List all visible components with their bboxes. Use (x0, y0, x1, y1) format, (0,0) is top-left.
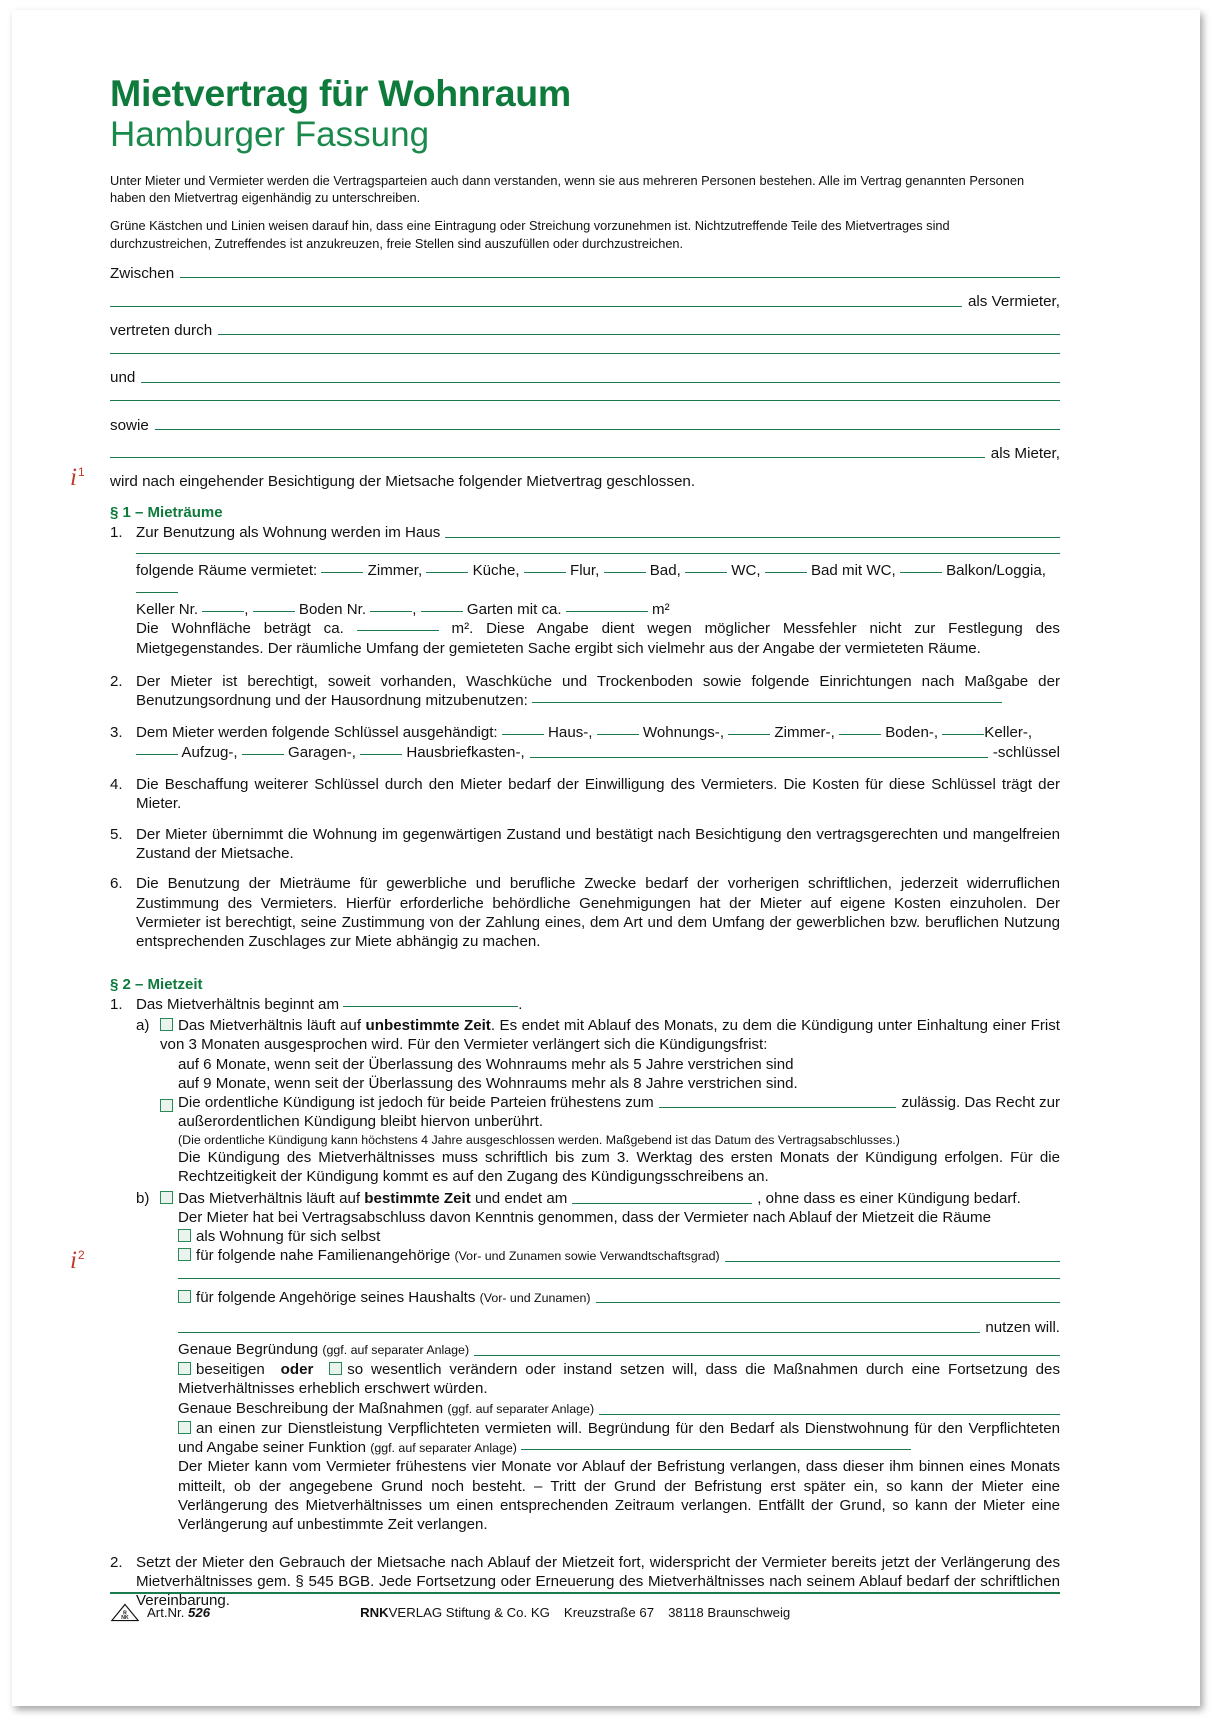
comma-1: , (244, 600, 249, 618)
input-keller-nr[interactable] (202, 611, 244, 612)
publisher-city: 38118 Braunschweig (668, 1605, 791, 1620)
input-bad[interactable] (604, 572, 646, 573)
haus-line (136, 523, 1060, 542)
label-familienangehoerige: für folgende nahe Familienangehörige (196, 1247, 451, 1265)
beseitigen-line (160, 1360, 1060, 1399)
svg-text:NK: NK (121, 1615, 129, 1622)
rooms-line-2 (136, 600, 1060, 619)
option-a-pre: Das Mietverhältnis läuft auf (178, 1016, 366, 1034)
item-marker: 6. (110, 875, 123, 893)
party-row-vertreten-durch (110, 323, 1060, 338)
input-ordentlich-datum[interactable] (659, 1106, 897, 1108)
label-aufzug-key: Aufzug-, (181, 743, 238, 761)
section-1-item-1 (110, 523, 1060, 658)
label-bad: Bad, (649, 562, 681, 580)
party-row-sowie (110, 418, 1060, 433)
input-line-und-1[interactable] (141, 381, 1060, 383)
label-beseitigen: beseitigen (196, 1360, 265, 1378)
item-2-text: Der Mieter ist berechtigt, soweit vorhanden, Waschküche und Trockenboden sowie folgende Einrichtungen nach Maßgabe der Benutzungsordnung und der Hausordnung mitzubenutzen: (136, 672, 1060, 710)
checkbox-veraendern[interactable] (329, 1362, 342, 1375)
rnk-logo-icon (110, 1603, 140, 1622)
input-bad-mit-wc[interactable] (765, 572, 807, 573)
comma-2: , (412, 600, 417, 618)
publisher-brand: RNK (360, 1605, 389, 1620)
article-value: 526 (188, 1605, 211, 1620)
input-zimmer-schluessel[interactable] (728, 734, 770, 735)
paper-sheet (12, 10, 1200, 1706)
footer-divider (110, 1592, 1060, 1594)
label-boden-nr: Boden Nr. (298, 600, 367, 618)
checkbox-bestimmte-zeit[interactable] (160, 1191, 173, 1204)
keys-line-2 (136, 743, 1060, 762)
label-angehoerige-haushalt: für folgende Angehörige seines Haushalts (196, 1288, 476, 1306)
option-b-line-2: Der Mieter hat bei Vertragsabschluss davon Kenntnis genommen, dass der Vermieter nach Ablauf der Mietzeit die Räume (178, 1208, 991, 1226)
item-5-text: Der Mieter übernimmt die Wohnung im gegenwärtigen Zustand und bestätigt nach Besichtigung den vertragsgerechten und mangelfreien Zustand der Mietsache. (136, 825, 1060, 863)
label-wohnungs-key: Wohnungs-, (642, 724, 725, 742)
section-2-item-2-text: Setzt der Mieter den Gebrauch der Mietsache nach Ablauf der Mietzeit fort, widerspricht der Vermieter bereits jetzt der Verlängerung des Mietverhältnisses gem. § 545 BGB. Jede Fortsetzung oder Erneuerung des Mietverhältnisses nach seinem Ablauf bedarf der schriftlichen Vereinbarung. (136, 1553, 1060, 1610)
input-haus-schluessel[interactable] (502, 734, 544, 735)
section-2-item-1 (110, 995, 1060, 1537)
input-einrichtungen[interactable] (532, 702, 1002, 703)
item-marker: 5. (110, 825, 123, 843)
input-line-vermieter-1[interactable] (180, 276, 1060, 278)
input-boden-nr[interactable] (370, 611, 412, 612)
section-2-heading: § 2 – Mietzeit (110, 975, 203, 993)
input-angehoerige-haushalt-2[interactable] (178, 1331, 980, 1333)
section-1-heading: § 1 – Mieträume (110, 503, 223, 521)
input-garagen-schluessel[interactable] (242, 754, 284, 755)
party-row-vertreten-durch-2 (110, 352, 1060, 357)
checkbox-angehoerige-haushalt[interactable] (178, 1290, 191, 1303)
option-a-paren-note: (Die ordentliche Kündigung kann höchstens 4 Jahre ausgeschlossen werden. Maßgebend ist das Datum des Vertragsabschlusses.) (178, 1132, 900, 1147)
item-marker: 3. (110, 724, 123, 742)
input-familienangehoerige-2[interactable] (178, 1278, 1060, 1279)
input-genaue-begruendung[interactable] (474, 1354, 1060, 1356)
label-haus-key: Haus-, (548, 724, 593, 742)
item-marker: 4. (110, 776, 123, 794)
option-b-opt-3 (160, 1288, 1060, 1307)
option-marker-a: a) (136, 1016, 150, 1034)
input-garten-count[interactable] (421, 611, 463, 612)
option-a-sub-1: auf 6 Monate, wenn seit der Überlassung des Wohnraums mehr als 5 Jahre verstrichen sind (178, 1055, 794, 1073)
input-mietbeginn[interactable] (343, 1006, 518, 1007)
checkbox-unbestimmte-zeit[interactable] (160, 1018, 173, 1031)
label-zur-benutzung: Zur Benutzung als Wohnung werden im Haus (136, 523, 441, 541)
input-boden-schluessel[interactable] (839, 734, 881, 735)
option-a-line-1 (160, 1016, 1060, 1055)
label-keller-key: Keller-, (984, 724, 1033, 742)
label-und: und (110, 369, 136, 387)
checkbox-wohnung-fuer-sich-selbst[interactable] (178, 1229, 191, 1242)
label-vertreten-durch: vertreten durch (110, 322, 213, 340)
label-kueche: Küche, (472, 562, 520, 580)
begruendung-line (160, 1340, 1060, 1359)
input-wohnflaeche[interactable] (357, 630, 439, 631)
margin-info-mark-2[interactable] (70, 1248, 85, 1273)
input-genaue-beschreibung[interactable] (599, 1413, 1060, 1415)
label-garten: Garten mit ca. (466, 600, 562, 618)
section-1-item-4 (110, 775, 1060, 814)
item-6-text: Die Benutzung der Mieträume für gewerbliche und berufliche Zwecke bedarf der vorherigen schriftlichen, jederzeit widerruflichen Zustimmung des Vermieters. Hierfür erforderliche behördliche Genehmigungen hat der Mieter auf eigene Kosten einzuholen. Der Vermieter ist berechtigt, seine Zustimmung von der Zahlung eines, dem Art und dem Umfang der gewerblichen bzw. beruflichen Nutzung entsprechenden Zuschlages zur Miete abhängig zu machen. (136, 875, 1060, 951)
section-2-option-a (136, 1016, 1060, 1187)
input-balkon[interactable] (900, 572, 942, 573)
option-b-mid: und endet am (470, 1189, 568, 1207)
input-familienangehoerige[interactable] (725, 1260, 1060, 1262)
input-line-haus-2[interactable] (136, 553, 1060, 554)
wohnflaeche-rest: . Diese Angabe dient wegen möglicher Messfehler nicht zur Festlegung des Mietgegenstandes. Der räumliche Umfang der gemieteten Sache ergibt sich vielmehr aus der Angabe der vermieteten Räume. (136, 620, 1060, 657)
input-zimmer[interactable] (321, 572, 363, 573)
label-zwischen: Zwischen (110, 264, 175, 282)
item-marker: 2. (110, 1553, 123, 1571)
vier-monate-text: Der Mieter kann vom Vermieter frühestens vier Monate vor Ablauf der Befristung verlangen, dass dieser ihm binnen eines Monats mitteilt, ob der angegebene Grund noch besteht. – Tritt der Grund der Befristung erst später ein, so kann der Mieter eine Verlängerung des Mietverhältnisses um einen entsprechenden Zeitraum verlangen. Entfällt der Grund, so kann der Mieter eine Verlängerung auf unbestimmte Zeit verlangen. (178, 1458, 1060, 1534)
rooms-line-1 (136, 561, 1060, 600)
label-sowie: sowie (110, 416, 149, 434)
label-oder: oder (280, 1360, 314, 1378)
label-folgende-raeume: folgende Räume vermietet: (136, 562, 318, 580)
section-1-item-3 (110, 723, 1060, 762)
option-marker-b: b) (136, 1189, 150, 1207)
option-b-bold: bestimmte Zeit (364, 1189, 471, 1207)
label-boden-key: Boden-, (885, 724, 939, 742)
margin-mark-2-glyph: i (70, 1247, 77, 1274)
label-keller-nr: Keller Nr. (136, 600, 199, 618)
label-dienstleistung: an einen zur Dienstleistung Verpflichteten vermieten will. Begründung für den Bedarf als Dienstwohnung für den Verpflichteten und Angabe seiner Funktion (178, 1419, 1060, 1456)
input-briefkasten-schluessel[interactable] (360, 754, 402, 755)
input-line-sowie-1[interactable] (155, 428, 1060, 430)
keys-line-1 (136, 723, 1060, 742)
input-bestimmte-zeit-datum[interactable] (572, 1202, 752, 1204)
margin-mark-1-number: 1 (77, 464, 85, 479)
document-title: Mietvertrag für Wohnraum (110, 72, 571, 114)
option-b-opt-2 (160, 1246, 1060, 1265)
document-content (110, 72, 1060, 1622)
option-a-ordentlich-line (160, 1093, 1060, 1112)
option-b-opt-1 (160, 1227, 1060, 1246)
label-flur: Flur, (569, 562, 600, 580)
checkbox-dienstleistung[interactable] (178, 1421, 191, 1434)
option-b-nutzen-will-line (160, 1318, 1060, 1337)
label-zimmer: Zimmer, (367, 562, 423, 580)
input-kueche[interactable] (426, 572, 468, 573)
label-ordentlich-pre: Die ordentliche Kündigung ist jedoch für beide Parteien frühestens zum (178, 1094, 654, 1112)
option-a-sub-2: auf 9 Monate, wenn seit der Überlassung des Wohnraums mehr als 8 Jahre verstrichen sind. (178, 1074, 798, 1092)
option-a-ordentlich-post: außerordentlichen Kündigung bleibt hiervon unberührt. (178, 1113, 544, 1131)
note-genaue-beschreibung: (ggf. auf separater Anlage) (447, 1402, 595, 1417)
suffix-als-mieter: als Mieter, (990, 445, 1060, 463)
label-schluessel-suffix: -schlüssel (992, 743, 1060, 761)
option-b-post: , ohne dass es einer Kündigung bedarf. (757, 1189, 1021, 1207)
option-b-line-1 (160, 1189, 1060, 1208)
label-bad-mit-wc: Bad mit WC, (810, 562, 896, 580)
document-subtitle: Hamburger Fassung (110, 115, 430, 154)
wohnflaeche-line (136, 619, 1060, 658)
label-briefkasten-key: Hausbriefkasten-, (406, 743, 525, 761)
label-genaue-begruendung: Genaue Begründung (178, 1341, 319, 1359)
unit-qm-2: m² (451, 620, 470, 638)
section-2-option-b (136, 1189, 1060, 1535)
label-balkon: Balkon/Loggia, (946, 562, 1046, 580)
margin-mark-1-glyph: i (70, 464, 77, 491)
intro-paragraph-1: Unter Mieter und Vermieter werden die Vertragsparteien auch dann verstanden, wenn sie aus mehreren Personen bestehen. Alle im Vertrag genannten Personen haben den Mietvertrag eigenhändig zu unterschreiben. (110, 173, 1025, 206)
beschreibung-line (160, 1399, 1060, 1418)
input-line-vertreten-durch-2[interactable] (110, 352, 1060, 354)
input-line-vermieter-2[interactable] (110, 305, 962, 307)
item-marker: 2. (110, 672, 123, 690)
party-row-mieter (110, 446, 1060, 461)
lead-in-sentence: wird nach eingehender Besichtigung der Mietsache folgender Mietvertrag geschlossen. (110, 472, 696, 490)
intro-paragraph-2: Grüne Kästchen und Linien weisen darauf hin, dass eine Eintragung oder Streichung vorzunehmen ist. Nichtzutreffende Teile des Mietvertrages sind durchzustreichen, Zutreffendes ist anzukreuzen, freie Stellen sind auszufüllen oder durchzustreichen. (110, 218, 950, 251)
label-nutzen-will: nutzen will. (985, 1319, 1060, 1337)
publisher-info (360, 1605, 790, 1620)
input-angehoerige-haushalt[interactable] (596, 1301, 1060, 1303)
note-angehoerige-haushalt: (Vor- und Zunamen) (479, 1290, 591, 1305)
option-b-pre: Das Mietverhältnis läuft auf (178, 1189, 365, 1207)
publisher-name: VERLAG Stiftung & Co. KG (388, 1605, 550, 1620)
margin-info-mark-1[interactable] (70, 465, 85, 490)
mietbeginn-line (136, 995, 1060, 1014)
input-garten-flaeche[interactable] (566, 611, 648, 612)
option-a-bold: unbestimmte Zeit (365, 1016, 491, 1034)
label-mietverhaeltnis-beginnt: Das Mietverhältnis beginnt am (136, 995, 340, 1013)
article-label: Art.Nr. (147, 1605, 185, 1620)
input-wohnungs-schluessel[interactable] (597, 734, 639, 735)
label-genaue-beschreibung: Genaue Beschreibung der Maßnahmen (178, 1400, 444, 1418)
input-aufzug-schluessel[interactable] (136, 754, 178, 755)
publisher-street: Kreuzstraße 67 (563, 1605, 655, 1620)
page-footer (110, 1592, 1060, 1622)
label-schluessel-lead: Dem Mieter werden folgende Schlüssel ausgehändigt: (136, 724, 498, 742)
dienstleistung-line (160, 1419, 1060, 1458)
svg-text:R: R (123, 1610, 127, 1617)
section-1-item-5 (110, 825, 1060, 864)
option-a-post: . Es endet mit Ablauf des Monats, zu dem die Kündigung unter Einhaltung einer Frist von 3 Monaten ausgesprochen wird. Für den Vermieter verlängert sich die Kündigungsfrist: (160, 1016, 1060, 1054)
party-row-und-2 (110, 399, 1060, 404)
input-line-vertreten-durch-1[interactable] (218, 333, 1060, 335)
input-keller-schluessel[interactable] (942, 734, 984, 735)
checkbox-ordentliche-kuendigung[interactable] (160, 1099, 173, 1112)
option-a-schriftlich: Die Kündigung des Mietverhältnisses muss schriftlich bis zum 3. Werktag des ersten Monats der Kündigung erfolgen. Für die Rechtzeitigkeit der Kündigung kommt es auf den Zugang des Kündigungsschreibens an. (178, 1148, 1060, 1186)
label-garagen-key: Garagen-, (288, 743, 356, 761)
item-marker: 1. (110, 995, 123, 1013)
input-flur[interactable] (524, 572, 566, 573)
note-familienangehoerige: (Vor- und Zunamen sowie Verwandtschaftsgrad) (454, 1249, 720, 1264)
checkbox-familienangehoerige[interactable] (178, 1248, 191, 1261)
suffix-als-vermieter: als Vermieter, (967, 293, 1060, 311)
input-boden-count[interactable] (253, 611, 295, 612)
parties-block (110, 266, 1060, 462)
input-line-und-2[interactable] (110, 399, 1060, 401)
note-dienstleistung: (ggf. auf separater Anlage) (370, 1440, 517, 1455)
input-weitere-schluessel[interactable] (530, 756, 988, 758)
item-marker: 1. (110, 523, 123, 541)
label-veraendern: so wesentlich verändern oder instand setzen will, dass die Maßnahmen durch eine Fortsetzung des Mietverhältnisses erheblich erschwert würden. (178, 1360, 1060, 1398)
input-line-sowie-2[interactable] (110, 456, 985, 458)
party-row-und (110, 370, 1060, 385)
label-wc: WC, (731, 562, 761, 580)
label-wohnflaeche: Die Wohnfläche beträgt ca. (136, 620, 344, 638)
input-balkon-extra[interactable] (136, 592, 178, 593)
label-ordentlich-mid: zulässig. Das Recht zur (901, 1094, 1060, 1112)
checkbox-beseitigen[interactable] (178, 1362, 191, 1375)
note-genaue-begruendung: (ggf. auf separater Anlage) (322, 1343, 470, 1358)
section-1-item-2 (110, 672, 1060, 711)
input-line-haus[interactable] (445, 536, 1060, 538)
article-number (147, 1605, 210, 1620)
party-row-zwischen (110, 266, 1060, 281)
item-4-text: Die Beschaffung weiterer Schlüssel durch den Mieter bedarf der Einwilligung des Vermieters. Die Kosten für diese Schlüssel trägt der Mieter. (136, 776, 1060, 813)
section-1-item-6 (110, 874, 1060, 951)
period-1: . (518, 995, 523, 1013)
input-dienstleistung[interactable] (521, 1449, 911, 1450)
margin-mark-2-number: 2 (77, 1247, 85, 1262)
label-als-wohnung-selbst: als Wohnung für sich selbst (196, 1228, 381, 1246)
party-row-vermieter-2 (110, 294, 1060, 309)
unit-qm-1: m² (652, 600, 670, 618)
input-wc[interactable] (685, 572, 727, 573)
label-zimmer-key: Zimmer-, (774, 724, 835, 742)
